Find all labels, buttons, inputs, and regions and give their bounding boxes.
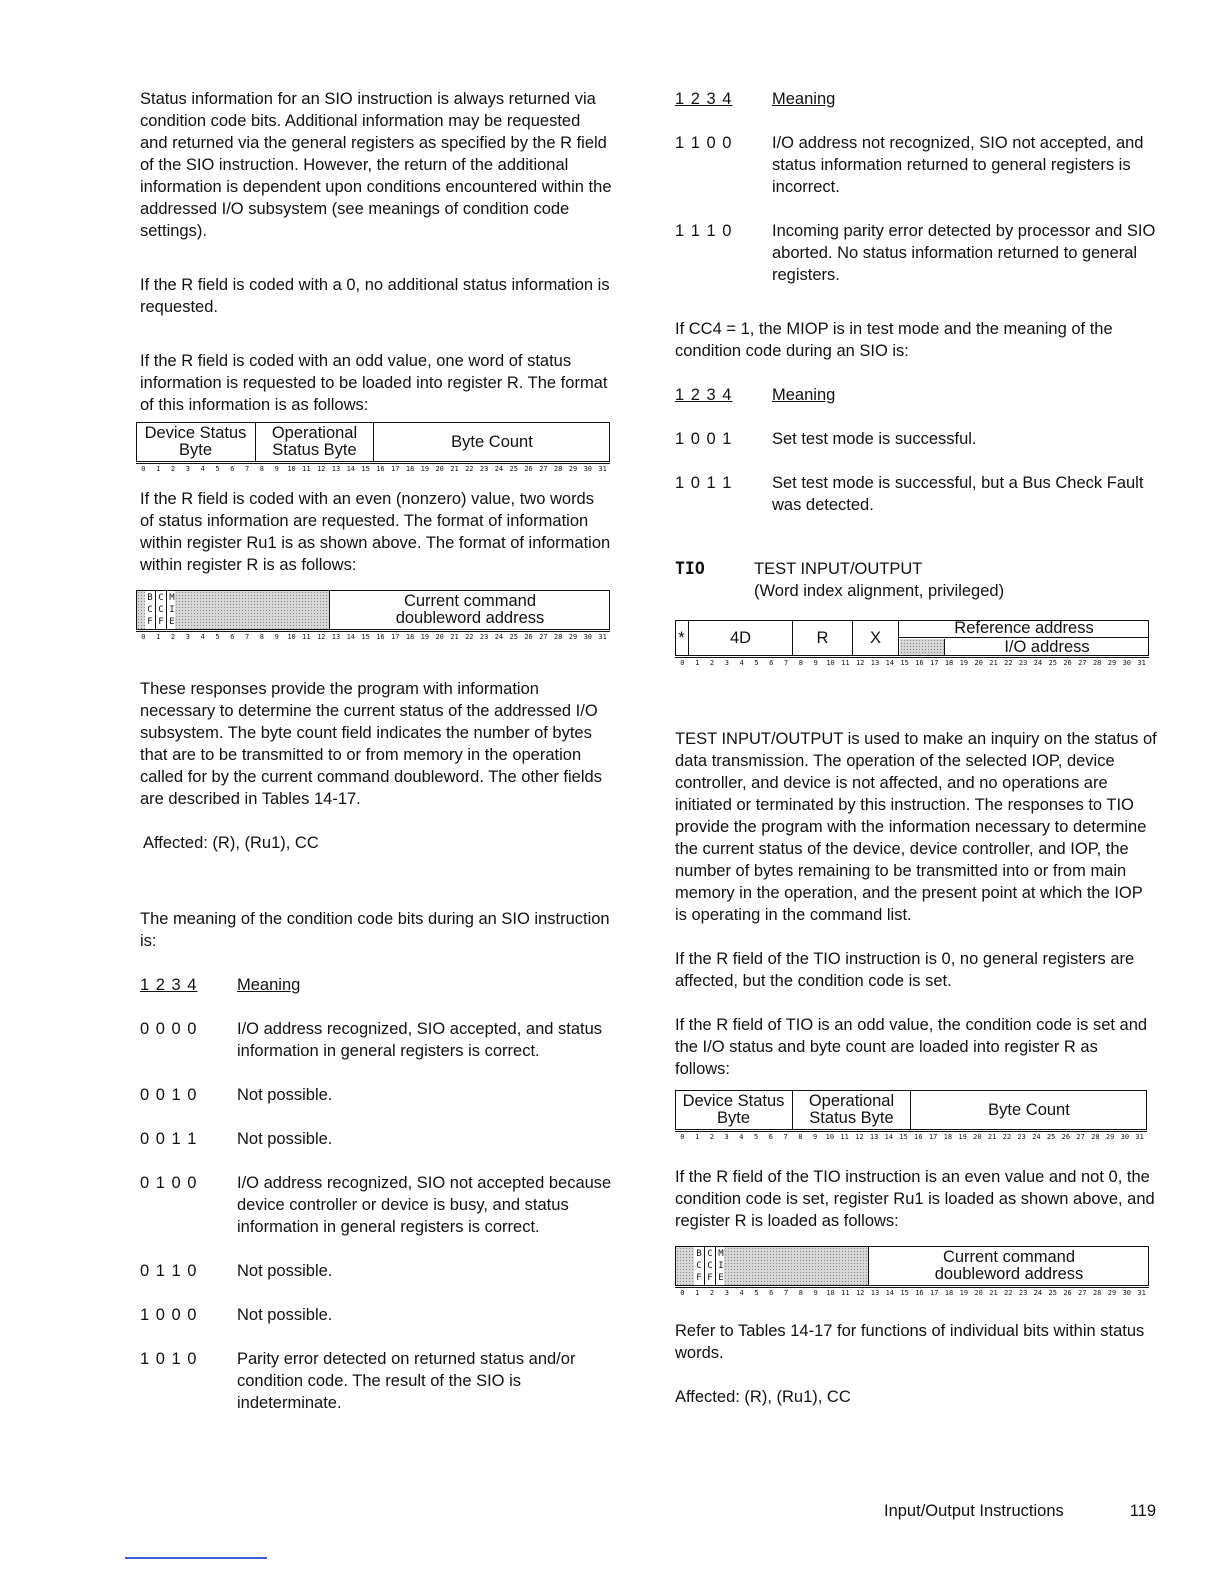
shaded-field bbox=[137, 591, 145, 629]
paragraph: If CC4 = 1, the MIOP is in test mode and the meaning of the condition code during an SIO is: bbox=[675, 320, 1113, 360]
bit-scale: 0 1 2 3 4 5 6 7 8 9 10 11 12 13 14 15 16 17 18 19 20 21 22 23 24 25 26 27 28 29 30 31 bbox=[136, 463, 610, 474]
right-column bbox=[675, 88, 1157, 1408]
cc-table bbox=[675, 132, 1157, 286]
bit-scale: 0 1 2 3 4 5 6 7 8 9 10 11 12 13 14 15 16 17 18 19 20 21 22 23 24 25 26 27 28 29 30 31 bbox=[675, 1131, 1147, 1142]
status-register-diagram bbox=[675, 1090, 1147, 1146]
cc-meaning: Not possible. bbox=[237, 1130, 333, 1148]
affected-line: Affected: (R), (Ru1), CC bbox=[143, 834, 319, 852]
instruction-subtitle: (Word index alignment, privileged) bbox=[754, 582, 1005, 600]
cc-meaning: I/O address recognized, SIO accepted, and status information in general registers is correct. bbox=[237, 1020, 603, 1060]
cc-meaning: Parity error detected on returned status and/or condition code. The result of the SIO is indeterminate. bbox=[237, 1350, 576, 1412]
instruction-mnemonic: TIO bbox=[675, 559, 705, 578]
field-label: Byte bbox=[178, 441, 213, 459]
cc-code: 1 1 1 0 bbox=[675, 222, 733, 240]
cc-meaning: Set test mode is successful, but a Bus Check Fault was detected. bbox=[772, 474, 1144, 514]
page-footer bbox=[884, 1500, 1156, 1522]
cc-table-header bbox=[675, 88, 1157, 110]
cc-row bbox=[675, 472, 1157, 516]
cc-code: 0 0 1 0 bbox=[140, 1086, 198, 1104]
tio-instruction-format bbox=[675, 616, 1149, 672]
cc-meaning-header: Meaning bbox=[237, 976, 301, 994]
bit-scale: 0 1 2 3 4 5 6 7 8 9 10 11 12 13 14 15 16 17 18 19 20 21 22 23 24 25 26 27 28 29 30 31 bbox=[675, 657, 1149, 668]
io-address-field: I/O address bbox=[1004, 637, 1090, 656]
field-label: Byte Count bbox=[988, 1100, 1070, 1119]
cc-meaning: Not possible. bbox=[237, 1086, 333, 1104]
shaded-field bbox=[676, 1247, 694, 1285]
field-label: doubleword address bbox=[934, 1265, 1084, 1283]
shaded-field bbox=[175, 591, 330, 629]
cc-code: 1 0 0 1 bbox=[675, 430, 733, 448]
cc-meaning: Set test mode is successful. bbox=[772, 430, 977, 448]
cc-meaning-header: Meaning bbox=[772, 90, 836, 108]
cc-code: 1 0 0 0 bbox=[140, 1306, 198, 1324]
affected-line: Affected: (R), (Ru1), CC bbox=[675, 1388, 851, 1406]
cc-row bbox=[675, 220, 1157, 286]
paragraph: If the R field is coded with an odd value, one word of status information is requested to be loaded into register R. The format of this information is as follows: bbox=[140, 352, 608, 414]
field-label: Operational bbox=[808, 1092, 895, 1110]
opcode-field: 4D bbox=[689, 620, 793, 656]
cc-row bbox=[675, 428, 1157, 450]
field-label: Status Byte bbox=[809, 1109, 894, 1127]
paragraph: The meaning of the condition code bits during an SIO instruction is: bbox=[140, 910, 610, 950]
paragraph: Status information for an SIO instruction is always returned via condition code bits. Additional information may be requested and returned via the general registers as specified by the R field of the SIO instruction. However, the return of the additional information is dependent upon conditions encountered within the addressed I/O subsystem (see meanings of condition code settings). bbox=[140, 90, 612, 240]
indirect-flag: * bbox=[675, 620, 689, 656]
cc-meaning: Incoming parity error detected by processor and SIO aborted. No status information returned to general registers. bbox=[772, 222, 1156, 284]
shaded-field bbox=[724, 1247, 869, 1285]
instruction-title: TEST INPUT/OUTPUT bbox=[754, 560, 923, 578]
field-label: Device Status bbox=[144, 424, 247, 442]
cc-table bbox=[140, 1018, 612, 1414]
cc-code: 0 1 0 0 bbox=[140, 1174, 198, 1192]
cc-code-header: 1 2 3 4 bbox=[675, 90, 733, 108]
r-field: R bbox=[793, 620, 853, 656]
paragraph: If the R field of TIO is an odd value, the condition code is set and the I/O status and byte count are loaded into register R as follows: bbox=[675, 1016, 1148, 1078]
cc-code: 1 0 1 1 bbox=[675, 474, 733, 492]
cc-row bbox=[140, 1018, 612, 1062]
cc-row bbox=[140, 1348, 612, 1414]
field-label: Byte Count bbox=[451, 432, 533, 451]
field-label: Device Status bbox=[682, 1092, 785, 1110]
cc-row bbox=[140, 1128, 612, 1150]
cc-code: 0 0 1 1 bbox=[140, 1130, 198, 1148]
cc-row bbox=[140, 1304, 612, 1326]
field-label: Status Byte bbox=[272, 441, 357, 459]
paragraph: If the R field is coded with an even (nonzero) value, two words of status information are requested. The format of information within register Ru1 is as shown above. The format of information within register R is as follows: bbox=[140, 490, 611, 574]
cc-code: 0 1 1 0 bbox=[140, 1262, 198, 1280]
bit-scale: 0 1 2 3 4 5 6 7 8 9 10 11 12 13 14 15 16 17 18 19 20 21 22 23 24 25 26 27 28 29 30 31 bbox=[675, 1287, 1149, 1298]
cc-row bbox=[140, 1260, 612, 1282]
bit-scale: 0 1 2 3 4 5 6 7 8 9 10 11 12 13 14 15 16 17 18 19 20 21 22 23 24 25 26 27 28 29 30 31 bbox=[136, 631, 610, 642]
cc-row bbox=[140, 1084, 612, 1106]
status-register-diagram bbox=[140, 422, 610, 478]
field-label: doubleword address bbox=[395, 609, 545, 627]
cc-meaning: I/O address not recognized, SIO not accepted, and status information returned to general registers is incorrect. bbox=[772, 134, 1144, 196]
cc-meaning: I/O address recognized, SIO not accepted because device controller or device is busy, and status information in general registers is correct. bbox=[237, 1174, 612, 1236]
x-field: X bbox=[853, 620, 899, 656]
cc-code: 1 1 0 0 bbox=[675, 134, 733, 152]
section-title: Input/Output Instructions bbox=[884, 1502, 1064, 1520]
cc-code-header: 1 2 3 4 bbox=[140, 976, 198, 994]
paragraph: TEST INPUT/OUTPUT is used to make an inquiry on the status of data transmission. The operation of the selected IOP, device controller, and device is not affected, and no operations are initiated or terminated by this instruction. The responses to TIO provide the program with the information necessary to determine the current status of the device, device controller, and IOP, the number of bytes remaining to be transmitted into or from main memory in the operation, and the present point at which the IOP is operating in the command list. bbox=[675, 730, 1157, 924]
paragraph: If the R field is coded with a 0, no additional status information is requested. bbox=[140, 276, 610, 316]
field-label: Current command bbox=[942, 1248, 1076, 1266]
cc-row bbox=[675, 132, 1157, 198]
command-register-diagram: B C F C C F M I E Current command doubleword address 0 1 2 3 4 5 6 7 8 9 10 11 12 13 14 15 16 17 18 19 20 21 22 23 24 25 26 27 28 29 30 31 bbox=[675, 1246, 1149, 1302]
field-label: Current command bbox=[403, 592, 537, 610]
cc-meaning-header: Meaning bbox=[772, 386, 836, 404]
cc-table bbox=[675, 428, 1157, 516]
cc-code: 1 0 1 0 bbox=[140, 1350, 198, 1368]
shaded-field bbox=[900, 639, 945, 655]
cc-row bbox=[140, 1172, 612, 1238]
paragraph: If the R field of the TIO instruction is 0, no general registers are affected, but the condition code is set. bbox=[675, 950, 1135, 990]
reference-address-field: Reference address bbox=[899, 620, 1149, 638]
cc-code-header: 1 2 3 4 bbox=[675, 386, 733, 404]
command-register-diagram: B C F C C F M I E Current command doubleword address 0 1 2 3 4 5 6 7 8 9 10 11 12 13 14 15 16 17 18 19 20 21 22 23 24 25 26 27 28 29 30 31 bbox=[140, 590, 610, 646]
cc-table-header bbox=[675, 384, 1157, 406]
page-number: 119 bbox=[1129, 1502, 1156, 1520]
paragraph: If the R field of the TIO instruction is an even value and not 0, the condition code is set, register Ru1 is loaded as shown above, and register R is loaded as follows: bbox=[675, 1168, 1155, 1230]
field-label: Byte bbox=[716, 1109, 751, 1127]
field-label: Operational bbox=[271, 424, 358, 442]
cc-meaning: Not possible. bbox=[237, 1306, 333, 1324]
cc-meaning: Not possible. bbox=[237, 1262, 333, 1280]
instruction-heading bbox=[675, 558, 1157, 602]
cc-code: 0 0 0 0 bbox=[140, 1020, 198, 1038]
left-column bbox=[140, 88, 612, 1436]
divider bbox=[125, 1557, 267, 1559]
paragraph: Refer to Tables 14-17 for functions of individual bits within status words. bbox=[675, 1322, 1145, 1362]
paragraph: These responses provide the program with information necessary to determine the current status of the addressed I/O subsystem. The byte count field indicates the number of bytes that are to be transmitted to or from memory in the operation called for by the current command doubleword. The other fields are described in Tables 14-17. bbox=[140, 680, 602, 808]
cc-table-header bbox=[140, 974, 612, 996]
